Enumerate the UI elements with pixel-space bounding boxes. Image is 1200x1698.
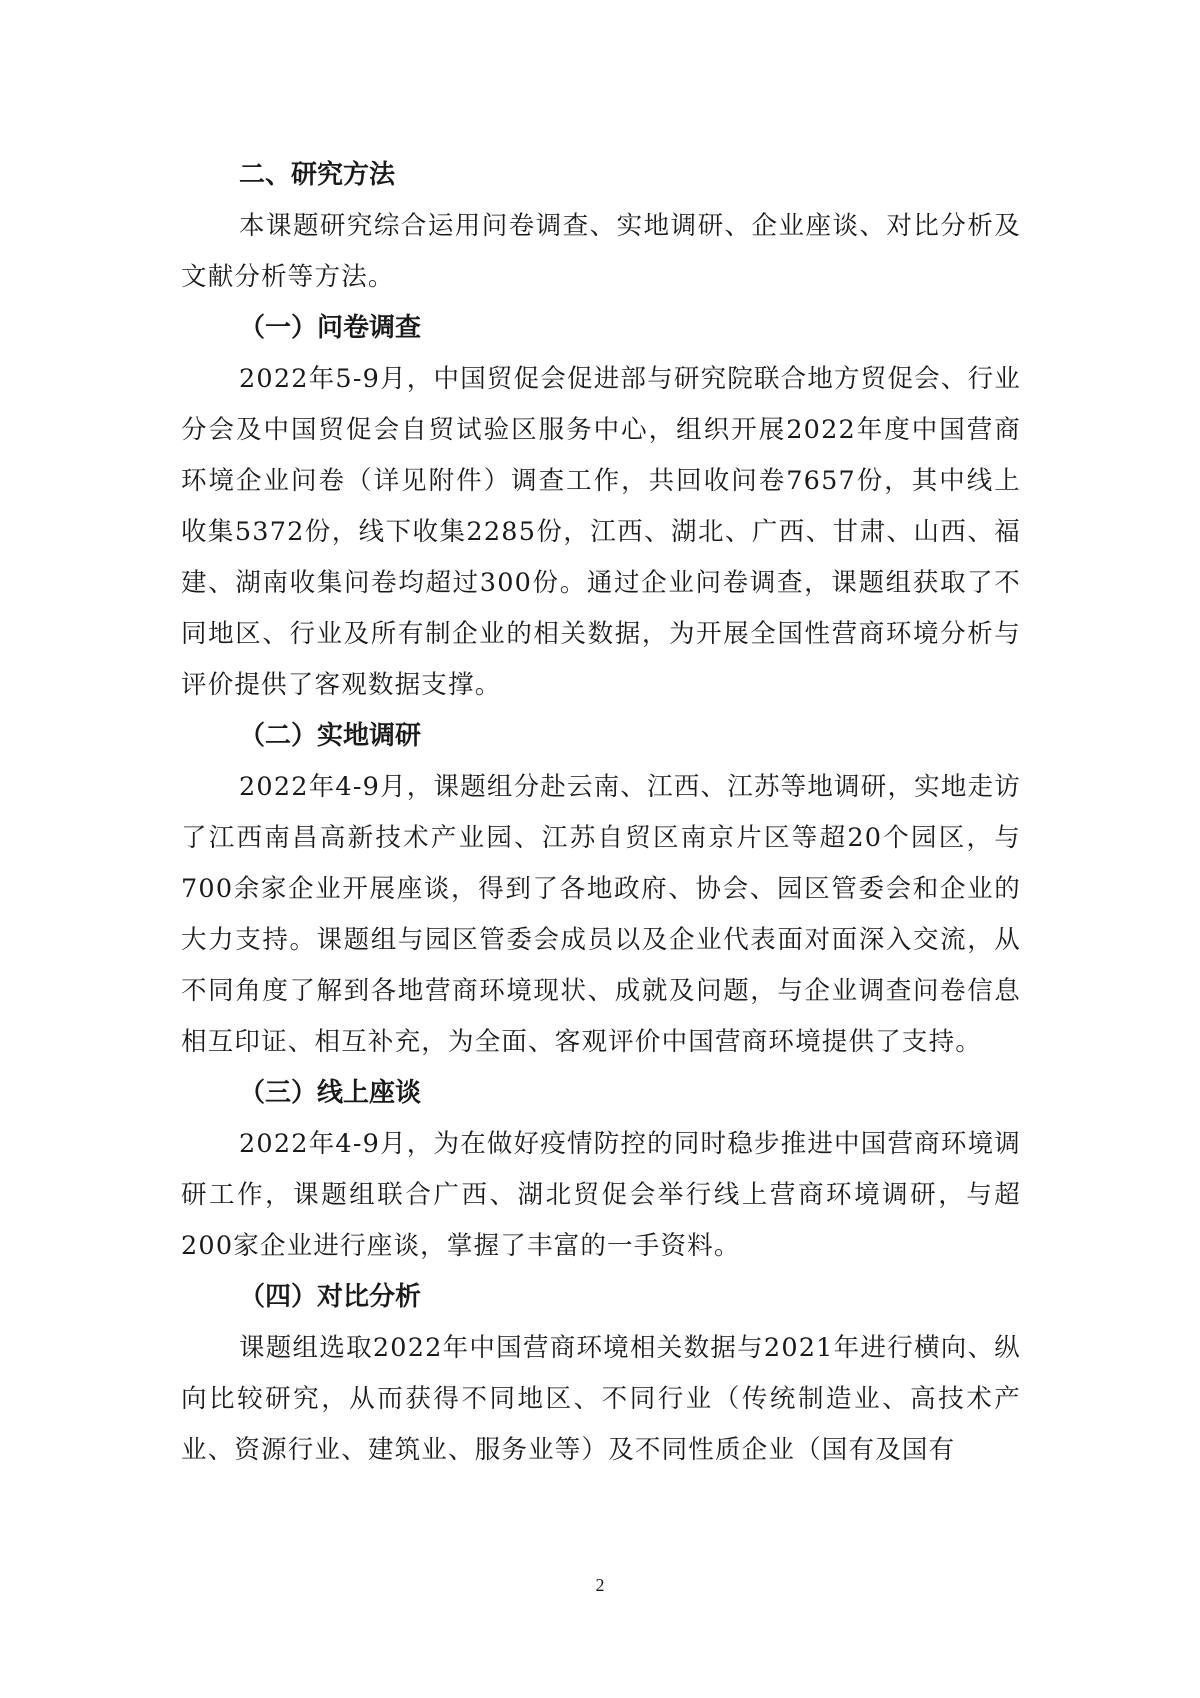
subheading-online-meeting: （三）线上座谈 [239, 1078, 422, 1108]
subheading-comparative-analysis: （四）对比分析 [239, 1282, 422, 1312]
section-heading-methods: 二、研究方法 [239, 160, 396, 190]
comparative-analysis-paragraph: 课题组选取2022年中国营商环境相关数据与2021年进行横向、纵向比较研究，从而获得不同地区、不同行业（传统制造业、高技术产业、资源行业、建筑业、服务业等）及不同性质企业（国有及国有 [181, 1333, 1021, 1465]
subheading-field-research: （二）实地调研 [239, 721, 422, 751]
page-body [181, 150, 1021, 1476]
field-research-paragraph: 2022年4-9月，课题组分赴云南、江西、江苏等地调研，实地走访了江西南昌高新技术产业园、江苏自贸区南京片区等超20个园区，与700余家企业开展座谈，得到了各地政府、协会、园区管委会和企业的大力支持。课题组与园区管委会成员以及企业代表面对面深入交流，从不同角度了解到各地营商环境现状、成就及问题，与企业调查问卷信息相互印证、相互补充，为全面、客观评价中国营商环境提供了支持。 [181, 772, 1021, 1057]
page-number: 2 [595, 1575, 605, 1595]
online-meeting-paragraph: 2022年4-9月，为在做好疫情防控的同时稳步推进中国营商环境调研工作，课题组联合广西、湖北贸促会举行线上营商环境调研，与超200家企业进行座谈，掌握了丰富的一手资料。 [181, 1129, 1021, 1261]
methods-intro-paragraph: 本课题研究综合运用问卷调查、实地调研、企业座谈、对比分析及文献分析等方法。 [181, 211, 1021, 292]
subheading-survey: （一）问卷调查 [239, 313, 422, 343]
survey-paragraph: 2022年5-9月，中国贸促会促进部与研究院联合地方贸促会、行业分会及中国贸促会自贸试验区服务中心，组织开展2022年度中国营商环境企业问卷（详见附件）调查工作，共回收问卷7657份，其中线上收集5372份，线下收集2285份，江西、湖北、广西、甘肃、山西、福建、湖南收集问卷均超过300份。通过企业问卷调查，课题组获取了不同地区、行业及所有制企业的相关数据，为开展全国性营商环境分析与评价提供了客观数据支撑。 [181, 364, 1021, 700]
